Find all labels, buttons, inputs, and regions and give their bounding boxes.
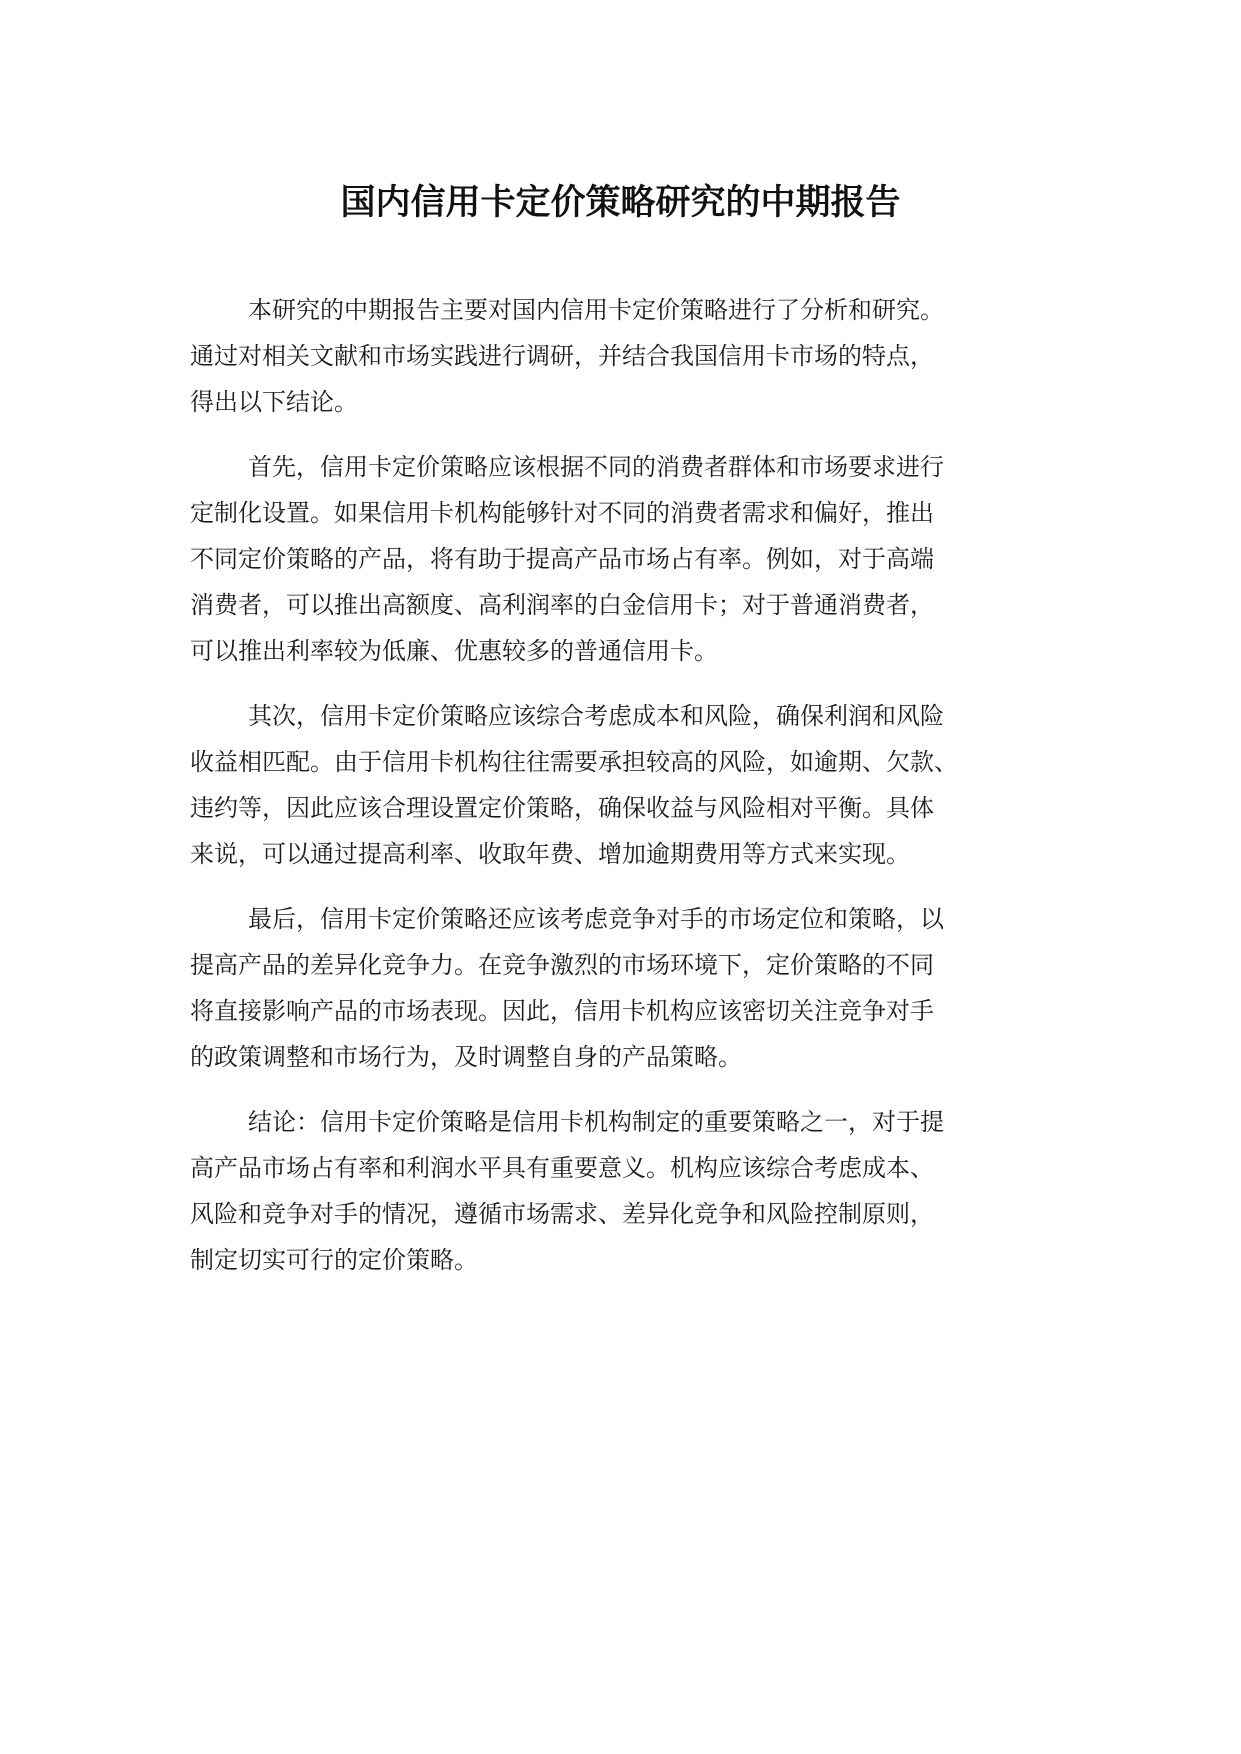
paragraph-line: 首先，信用卡定价策略应该根据不同的消费者群体和市场要求进行: [248, 453, 944, 481]
paragraph-line: 本研究的中期报告主要对国内信用卡定价策略进行了分析和研究。: [248, 296, 944, 324]
paragraph-line: 制定切实可行的定价策略。: [190, 1246, 478, 1274]
paragraph-line: 提高产品的差异化竞争力。在竞争激烈的市场环境下，定价策略的不同: [190, 951, 934, 979]
paragraph-first-point: [190, 444, 1056, 674]
paragraph-line: 得出以下结论。: [190, 388, 358, 416]
document-body: [190, 287, 1056, 1302]
paragraph-line: 不同定价策略的产品，将有助于提高产品市场占有率。例如，对于高端: [190, 545, 934, 573]
paragraph-line: 来说，可以通过提高利率、收取年费、增加逾期费用等方式来实现。: [190, 840, 910, 868]
paragraph-line: 收益相匹配。由于信用卡机构往往需要承担较高的风险，如逾期、欠款、: [190, 748, 958, 776]
paragraph-line: 高产品市场占有率和利润水平具有重要意义。机构应该综合考虑成本、: [190, 1154, 934, 1182]
paragraph-line: 风险和竞争对手的情况，遵循市场需求、差异化竞争和风险控制原则，: [190, 1200, 934, 1228]
paragraph-intro: [190, 287, 1056, 425]
paragraph-line: 结论：信用卡定价策略是信用卡机构制定的重要策略之一，对于提: [248, 1108, 944, 1136]
paragraph-third-point: [190, 896, 1056, 1080]
paragraph-line: 的政策调整和市场行为，及时调整自身的产品策略。: [190, 1043, 742, 1071]
paragraph-line: 可以推出利率较为低廉、优惠较多的普通信用卡。: [190, 637, 718, 665]
paragraph-conclusion: [190, 1099, 1056, 1283]
paragraph-line: 最后，信用卡定价策略还应该考虑竞争对手的市场定位和策略，以: [248, 905, 944, 933]
paragraph-line: 其次，信用卡定价策略应该综合考虑成本和风险，确保利润和风险: [248, 702, 944, 730]
paragraph-second-point: [190, 693, 1056, 877]
paragraph-line: 违约等，因此应该合理设置定价策略，确保收益与风险相对平衡。具体: [190, 794, 934, 822]
paragraph-line: 消费者，可以推出高额度、高利润率的白金信用卡；对于普通消费者，: [190, 591, 934, 619]
page-title: 国内信用卡定价策略研究的中期报告: [340, 183, 901, 223]
paragraph-line: 定制化设置。如果信用卡机构能够针对不同的消费者需求和偏好，推出: [190, 499, 934, 527]
paragraph-line: 将直接影响产品的市场表现。因此，信用卡机构应该密切关注竞争对手: [190, 997, 934, 1025]
paragraph-line: 通过对相关文献和市场实践进行调研，并结合我国信用卡市场的特点，: [190, 342, 934, 370]
